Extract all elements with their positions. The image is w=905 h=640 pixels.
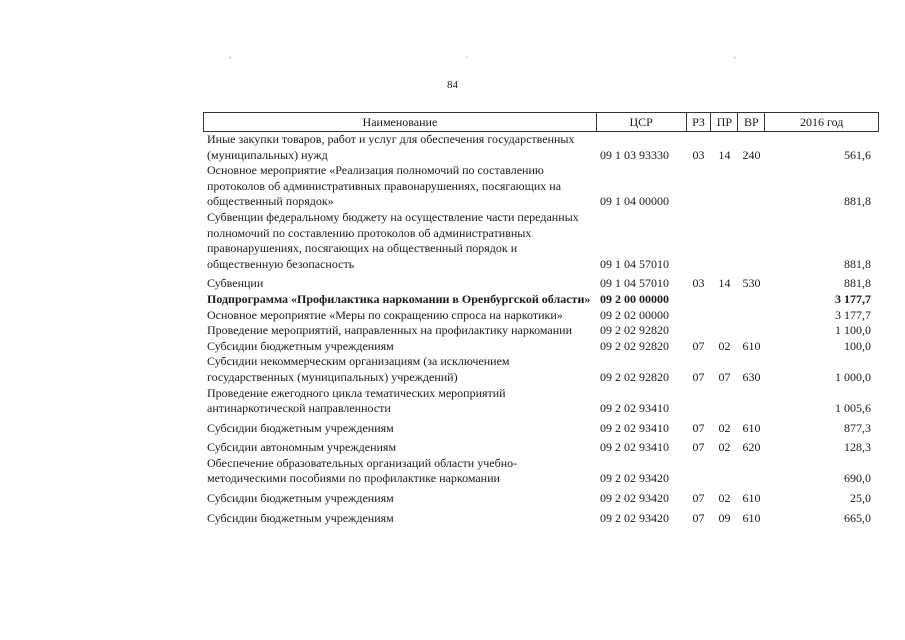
row-vr: 530 xyxy=(742,276,761,291)
row-name: Иные закупки товаров, работ и услуг для обеспечения государственных (муниципальных) нужд xyxy=(207,132,575,162)
row-name: Основное мероприятие «Реализация полномочий по составлению протоколов об административных правонарушениях, посягающих на общественный порядок» xyxy=(207,163,562,209)
row-amount: 561,6 xyxy=(844,147,871,162)
row-csr: 09 1 04 57010 xyxy=(600,276,669,291)
row-pr: 02 xyxy=(718,491,731,506)
row-amount: 1 100,0 xyxy=(835,323,871,338)
row-pr: 02 xyxy=(718,420,731,435)
table-header xyxy=(203,112,879,132)
row-amount: 3 177,7 xyxy=(835,291,871,306)
header-year: 2016 год xyxy=(764,113,878,131)
row-name: Основное мероприятие «Меры по сокращению спроса на наркотики» xyxy=(207,307,563,322)
table-row-subprogram xyxy=(203,292,879,308)
row-vr: 610 xyxy=(742,338,761,353)
row-name: Субсидии бюджетным учреждениям xyxy=(207,491,394,506)
row-rz: 07 xyxy=(692,420,705,435)
table-row xyxy=(203,323,879,339)
row-csr: 09 2 02 92820 xyxy=(600,369,669,384)
row-vr: 240 xyxy=(742,147,761,162)
row-amount: 881,8 xyxy=(844,256,871,271)
row-pr: 14 xyxy=(718,147,731,162)
row-pr: 14 xyxy=(718,276,731,291)
table-row xyxy=(203,276,879,292)
row-vr: 610 xyxy=(742,491,761,506)
row-csr: 09 2 02 92820 xyxy=(600,338,669,353)
header-rz: РЗ xyxy=(686,113,711,131)
row-pr: 07 xyxy=(718,369,731,384)
row-name: Субсидии бюджетным учреждениям xyxy=(207,420,394,435)
row-rz: 07 xyxy=(692,338,705,353)
header-name: Наименование xyxy=(362,115,438,129)
row-amount: 665,0 xyxy=(844,510,871,525)
row-rz: 07 xyxy=(692,440,705,455)
table-row xyxy=(203,491,879,507)
row-csr: 09 2 02 93410 xyxy=(600,440,669,455)
table-row xyxy=(203,308,879,324)
row-vr: 610 xyxy=(742,420,761,435)
scan-speck xyxy=(734,57,736,58)
row-name: Субсидии бюджетным учреждениям xyxy=(207,338,394,353)
table-row xyxy=(203,440,879,456)
row-amount: 690,0 xyxy=(844,471,871,486)
table-row xyxy=(203,132,879,163)
table-row xyxy=(203,456,879,487)
row-rz: 07 xyxy=(692,369,705,384)
row-csr: 09 2 02 93420 xyxy=(600,491,669,506)
row-amount: 1 005,6 xyxy=(835,401,871,416)
row-csr: 09 2 02 92820 xyxy=(600,323,669,338)
page-number: 84 xyxy=(447,79,458,91)
scan-speck xyxy=(466,57,468,58)
row-name: Субсидии бюджетным учреждениям xyxy=(207,510,394,525)
row-amount: 100,0 xyxy=(844,338,871,353)
header-vr: ВР xyxy=(737,113,764,131)
table-row xyxy=(203,163,879,210)
row-amount: 1 000,0 xyxy=(835,369,871,384)
row-amount: 3 177,7 xyxy=(835,307,871,322)
row-name: Проведение ежегодного цикла тематических мероприятий антинаркотической направленности xyxy=(207,385,506,416)
row-csr: 09 2 02 93420 xyxy=(600,510,669,525)
table-row xyxy=(203,511,879,527)
row-csr: 09 1 03 93330 xyxy=(600,147,669,162)
table-row xyxy=(203,210,879,272)
header-pr: ПР xyxy=(710,113,737,131)
row-vr: 610 xyxy=(742,510,761,525)
row-name: Проведение мероприятий, направленных на профилактику наркомании xyxy=(207,323,572,338)
row-csr: 09 1 04 57010 xyxy=(600,256,669,271)
row-name: Обеспечение образовательных организаций области учебно-методическими пособиями по профилактике наркомании xyxy=(207,455,518,486)
row-csr: 09 1 04 00000 xyxy=(600,194,669,209)
budget-table xyxy=(203,112,879,526)
row-amount: 881,8 xyxy=(844,276,871,291)
row-rz: 03 xyxy=(692,147,705,162)
header-csr: ЦСР xyxy=(596,113,686,131)
row-amount: 128,3 xyxy=(844,440,871,455)
row-name: Субсидии некоммерческим организациям (за исключением государственных (муниципальных) учреждений) xyxy=(207,354,510,384)
row-name: Подпрограмма «Профилактика наркомании в Оренбургской области» xyxy=(207,291,591,306)
row-rz: 03 xyxy=(692,276,705,291)
row-amount: 881,8 xyxy=(844,194,871,209)
table-row xyxy=(203,386,879,417)
row-vr: 620 xyxy=(742,440,761,455)
row-pr: 09 xyxy=(718,510,731,525)
row-csr: 09 2 02 93420 xyxy=(600,471,669,486)
row-pr: 02 xyxy=(718,338,731,353)
scan-speck xyxy=(229,57,231,58)
row-csr: 09 2 00 00000 xyxy=(600,291,669,306)
row-vr: 630 xyxy=(742,369,761,384)
row-name: Субвенции федеральному бюджету на осуществление части переданных полномочий по составлению протоколов об административных правонарушениях, посягающих на общественный порядок и общественную безопасность xyxy=(207,209,579,271)
row-name: Субвенции xyxy=(207,276,264,291)
row-pr: 02 xyxy=(718,440,731,455)
row-amount: 877,3 xyxy=(844,420,871,435)
row-csr: 09 2 02 93410 xyxy=(600,420,669,435)
row-csr: 09 2 02 00000 xyxy=(600,307,669,322)
row-amount: 25,0 xyxy=(850,491,871,506)
row-rz: 07 xyxy=(692,491,705,506)
row-csr: 09 2 02 93410 xyxy=(600,401,669,416)
row-rz: 07 xyxy=(692,510,705,525)
row-name: Субсидии автономным учреждениям xyxy=(207,440,397,455)
table-row xyxy=(203,354,879,385)
table-row xyxy=(203,421,879,437)
table-row xyxy=(203,339,879,355)
